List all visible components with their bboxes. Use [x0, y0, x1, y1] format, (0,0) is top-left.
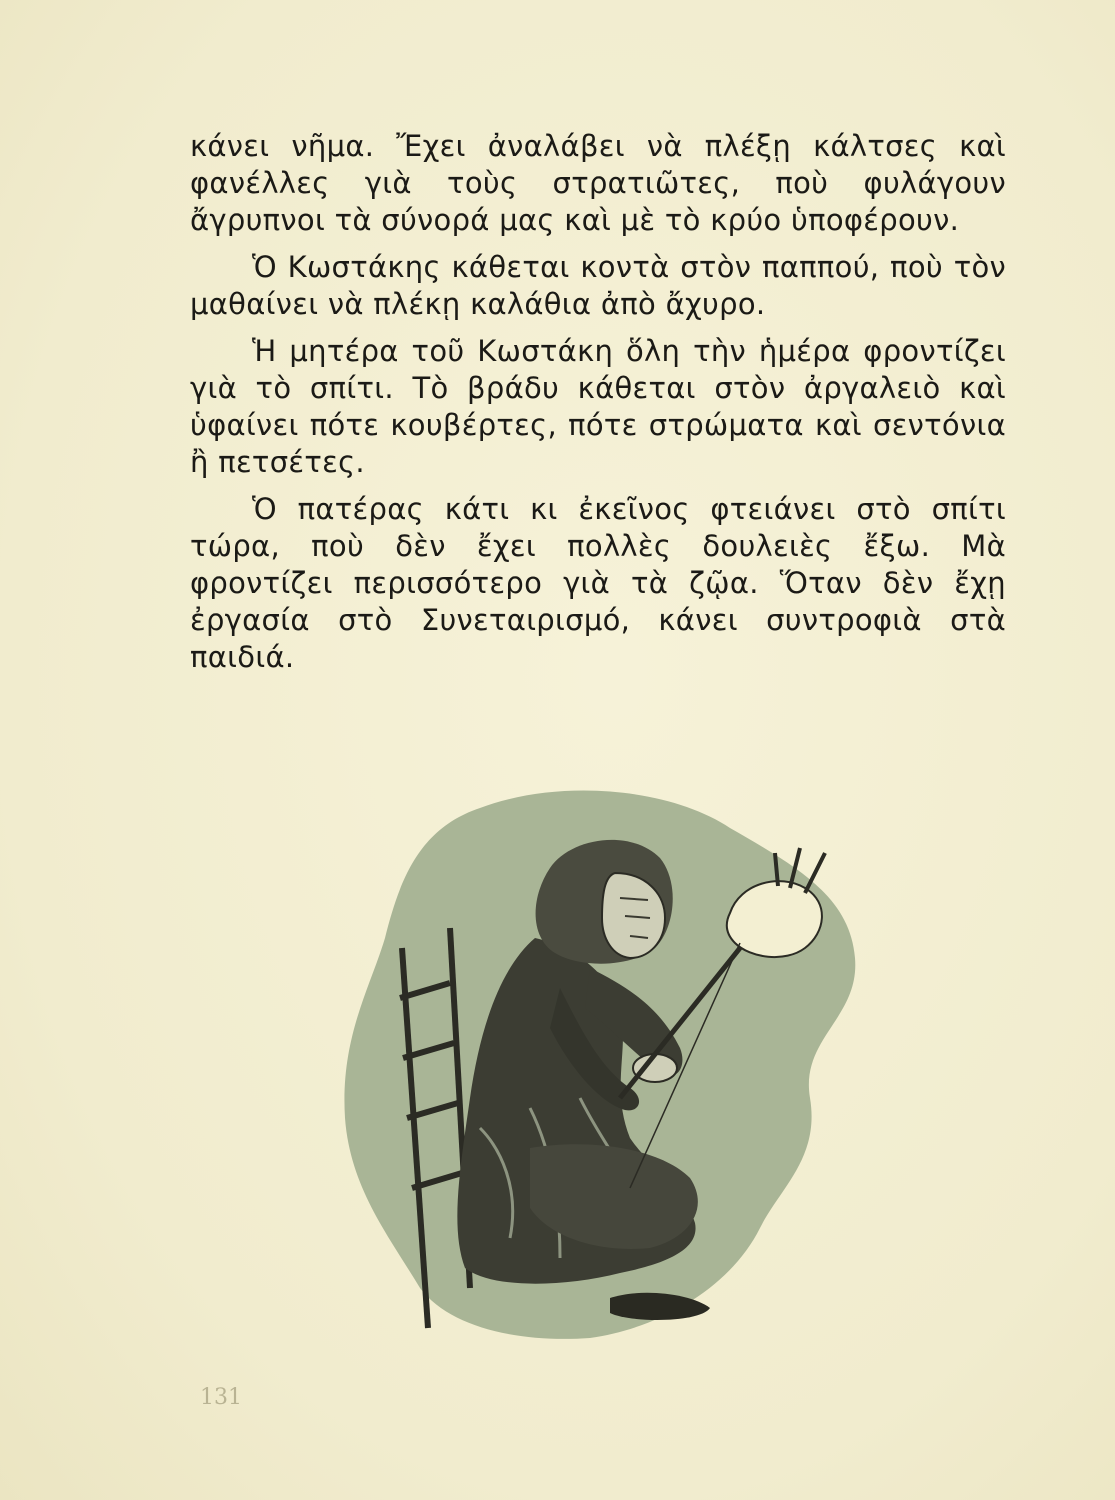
- paragraph-1: κάνει νῆμα. Ἔχει ἀναλάβει νὰ πλέξῃ κάλτσες καὶ φανέλλες γιὰ τοὺς στρατιῶτες, ποὺ φυλάγουν ἄγρυπνοι τὰ σύνορά μας καὶ μὲ τὸ κρύο ὑποφέρουν.: [190, 129, 1006, 237]
- page-number: 131: [200, 1385, 242, 1410]
- paragraph-4: Ὁ πατέρας κάτι κι ἐκεῖνος φτειάνει στὸ σπίτι τώρα, ποὺ δὲν ἔχει πολλὲς δουλειὲς ἔξω. Μὰ φροντίζει περισσότερο γιὰ τὰ ζῷα. Ὅταν δὲν ἔχῃ ἐργασία στὸ Συνεταιρισμό, κάνει συντροφιὰ στὰ παιδιά.: [190, 492, 1006, 674]
- paragraph-3: Ἡ μητέρα τοῦ Κωστάκη ὅλη τὴν ἡμέρα φροντίζει γιὰ τὸ σπίτι. Τὸ βράδυ κάθεται στὸν ἀργαλειὸ καὶ ὑφαίνει πότε κουβέρτες, πότε στρώματα καὶ σεντόνια ἢ πετσέτες.: [190, 334, 1006, 479]
- old-woman-spinning-illustration: [330, 768, 860, 1348]
- paragraph-2: Ὁ Κωστάκης κάθεται κοντὰ στὸν παππού, ποὺ τὸν μαθαίνει νὰ πλέκῃ καλάθια ἀπὸ ἄχυρο.: [190, 250, 1006, 321]
- body-text: [190, 128, 1006, 686]
